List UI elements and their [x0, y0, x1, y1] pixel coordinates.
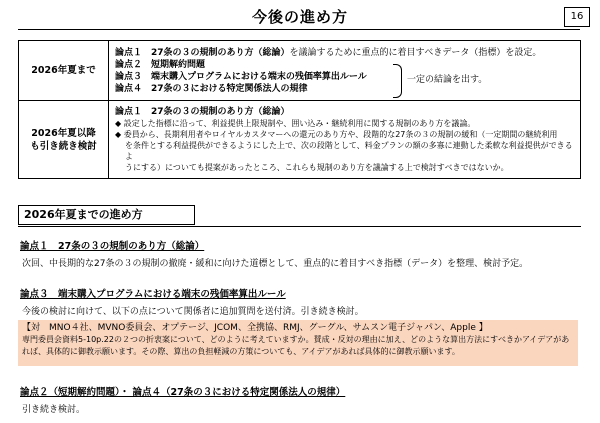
issue-3-heading: 論点３ 端末購入プログラムにおける端末の残価率算出ルール [20, 289, 286, 300]
bullet-2-line1: ◆ 委員から、長期利用者やロイヤルカスタマーへの還元のあり方や、段階的な27条の３の規制の緩和（一定期間の継続利用 [115, 130, 558, 139]
note-question-line2: れば、具体的に御教示願います。その際、算出の負担軽減の方策についても、アイデアがあれば具体的に御教示願います。 [22, 347, 460, 356]
bullet-2-line3: うにする）についても提案があったところ、これらも規制のあり方を議論する上で検討すべきではないか。 [125, 163, 509, 172]
page-number: 16 [564, 7, 590, 27]
bullet-1: ◆ 設定した指標に沿って、利益提供上限規制や、囲い込み・継続利用に関する規制のあり方を議論。 [115, 119, 476, 128]
title-underline [18, 29, 580, 30]
row-label-line1: 2026年夏以降 [31, 127, 96, 139]
issue-1-desc: を議論するために重点的に着目すべきデータ（指標）を設定。 [289, 47, 542, 58]
bullet-2 [115, 129, 574, 173]
brace-bracket [393, 64, 402, 98]
row-body-after-summer [109, 101, 581, 179]
issues-list [115, 47, 574, 95]
issue-3-title: 論点３ 端末購入プログラムにおける端末の残価率算出ルール [115, 71, 367, 82]
note-targets: 【対 MNO４社、MVNO委員会、オプテージ、JCOM、全携協、RMJ、グーグル、サムスン電子ジャパン、Apple 】 [22, 323, 488, 333]
row-label-line2: も引き続き検討 [30, 140, 97, 152]
brace-conclusion-text: 一定の結論を出す。 [407, 74, 488, 85]
note-question-line1: 専門委員会資料5-10p.22の２つの折衷案について、どのように考えていますか。賛成・反対の理由に加え、どのような算出方法にすべきかアイデアがあ [22, 335, 570, 344]
row-label-summer-2026: 2026年夏まで [19, 41, 109, 101]
issue-1-heading-2: 論点１ 27条の３の規制のあり方（総論） [20, 241, 205, 252]
issue-2-4-heading: 論点２（短期解約問題）・ 論点４（27条の３における特定関係法人の規律） [20, 387, 346, 398]
table-row [19, 101, 581, 179]
section-title: 2026年夏までの進め方 [18, 205, 195, 225]
row-body-summer-2026 [109, 41, 581, 101]
table-row [19, 41, 581, 101]
page-title: 今後の進め方 [251, 8, 348, 26]
issue-1-heading: 論点１ 27条の３の規制のあり方（総論） [115, 107, 290, 117]
bullet-2-line2: を条件とする利益提供ができるようにした上で、次の段階として、料金プランの額の多寡に連動した柔軟な利益提供ができるよ [125, 141, 573, 161]
row-label-after-summer [19, 101, 109, 179]
section-underline [18, 226, 581, 227]
schedule-table [18, 40, 581, 179]
issue-4-title: 論点４ 27条の３における特定関係法人の規律 [115, 83, 308, 94]
question-note-box [18, 320, 578, 366]
issue-1-text: 次回、中長期的な27条の３の規制の撤廃・緩和に向けた道標として、重点的に着目すべき指標（データ）を整理、検討予定。 [22, 259, 529, 269]
issue-2-title: 論点２ 短期解約問題 [115, 59, 206, 70]
issue-3-text: 今後の検討に向けて、以下の点について関係者に追加質問を送付済。引き続き検討。 [22, 307, 364, 317]
issue-1-title: 論点１ 27条の３の規制のあり方（総論） [115, 47, 290, 58]
issue-1-line [115, 47, 574, 59]
issue-2-4-text: 引き続き検討。 [22, 405, 86, 415]
